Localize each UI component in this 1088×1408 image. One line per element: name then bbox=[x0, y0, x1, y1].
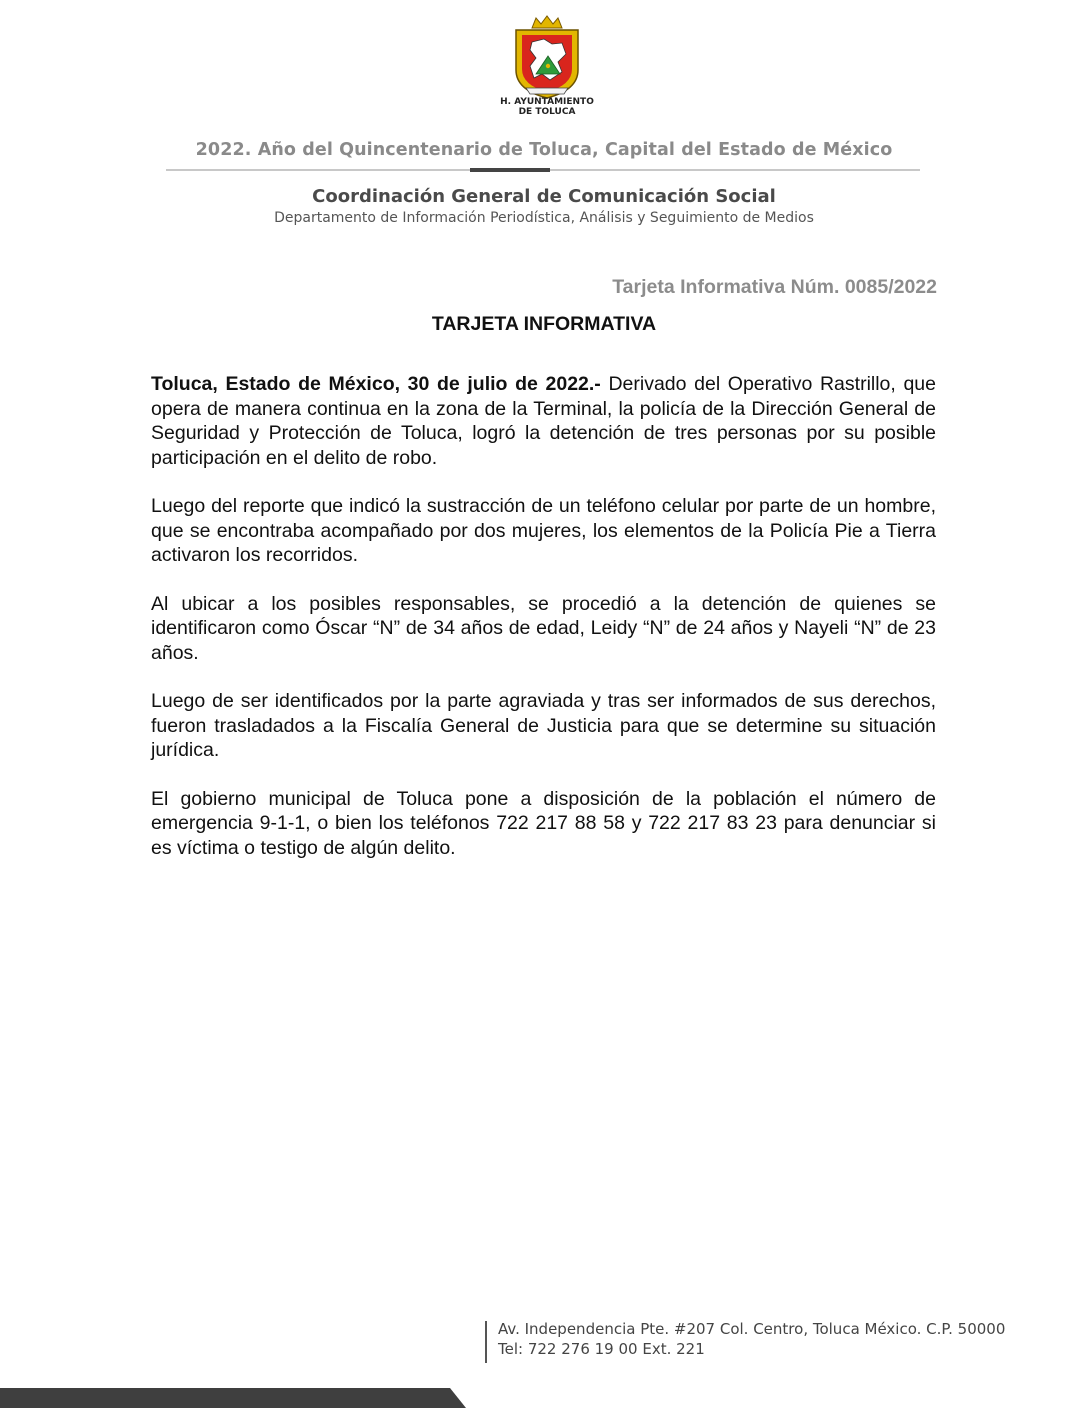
dateline: Toluca, Estado de México, 30 de julio de 2022.- bbox=[151, 373, 601, 395]
footer-address: Av. Independencia Pte. #207 Col. Centro, Toluca México. C.P. 50000 bbox=[498, 1320, 1006, 1338]
logo-caption-line1: H. AYUNTAMIENTO bbox=[500, 97, 594, 107]
ribbon-banner bbox=[526, 88, 568, 94]
footer-divider bbox=[485, 1321, 487, 1363]
coordination-name: Coordinación General de Comunicación Social bbox=[312, 186, 776, 207]
bottom-decorative-stripe bbox=[0, 1388, 466, 1408]
card-number: Tarjeta Informativa Núm. 0085/2022 bbox=[612, 276, 937, 298]
lead-text: Derivado del Operativo Rastrillo, que opera de manera continua en la zona de la Terminal, la policía de la Dirección General de Seguridad y Protección de Toluca, logró la detención de tres personas por su posible participación en el delito de robo. bbox=[151, 373, 936, 469]
lead-paragraph bbox=[151, 372, 936, 470]
year-banner: 2022. Año del Quincentenario de Toluca, Capital del Estado de México bbox=[195, 140, 893, 160]
document-body bbox=[151, 372, 936, 884]
body-paragraph: Luego de ser identificados por la parte agraviada y tras ser informados de sus derechos, fueron trasladados a la Fiscalía General de Justicia para que se determine su situación jurídica. bbox=[151, 690, 936, 761]
header-divider-accent bbox=[470, 168, 550, 172]
footer-phone: Tel: 722 276 19 00 Ext. 221 bbox=[498, 1340, 705, 1358]
mountain-peak-dot bbox=[546, 64, 550, 68]
document-title: TARJETA INFORMATIVA bbox=[431, 313, 657, 335]
body-paragraph: Al ubicar a los posibles responsables, se procedió a la detención de quienes se identificaron como Óscar “N” de 34 años de edad, Leidy “N” de 24 años y Nayeli “N” de 23 años. bbox=[151, 592, 936, 664]
logo-caption-line2: DE TOLUCA bbox=[518, 107, 576, 117]
body-paragraph: Luego del reporte que indicó la sustracción de un teléfono celular por parte de un hombre, que se encontraba acompañado por dos mujeres, los elementos de la Policía Pie a Tierra activaron los recorridos. bbox=[151, 495, 936, 566]
crown-shape bbox=[532, 16, 562, 28]
body-paragraph: El gobierno municipal de Toluca pone a disposición de la población el número de emergencia 9-1-1, o bien los teléfonos 722 217 88 58 y 722 217 83 23 para denunciar si es víctima o testigo de algún delito. bbox=[151, 787, 936, 859]
department-name: Departamento de Información Periodística, Análisis y Seguimiento de Medios bbox=[274, 210, 814, 226]
